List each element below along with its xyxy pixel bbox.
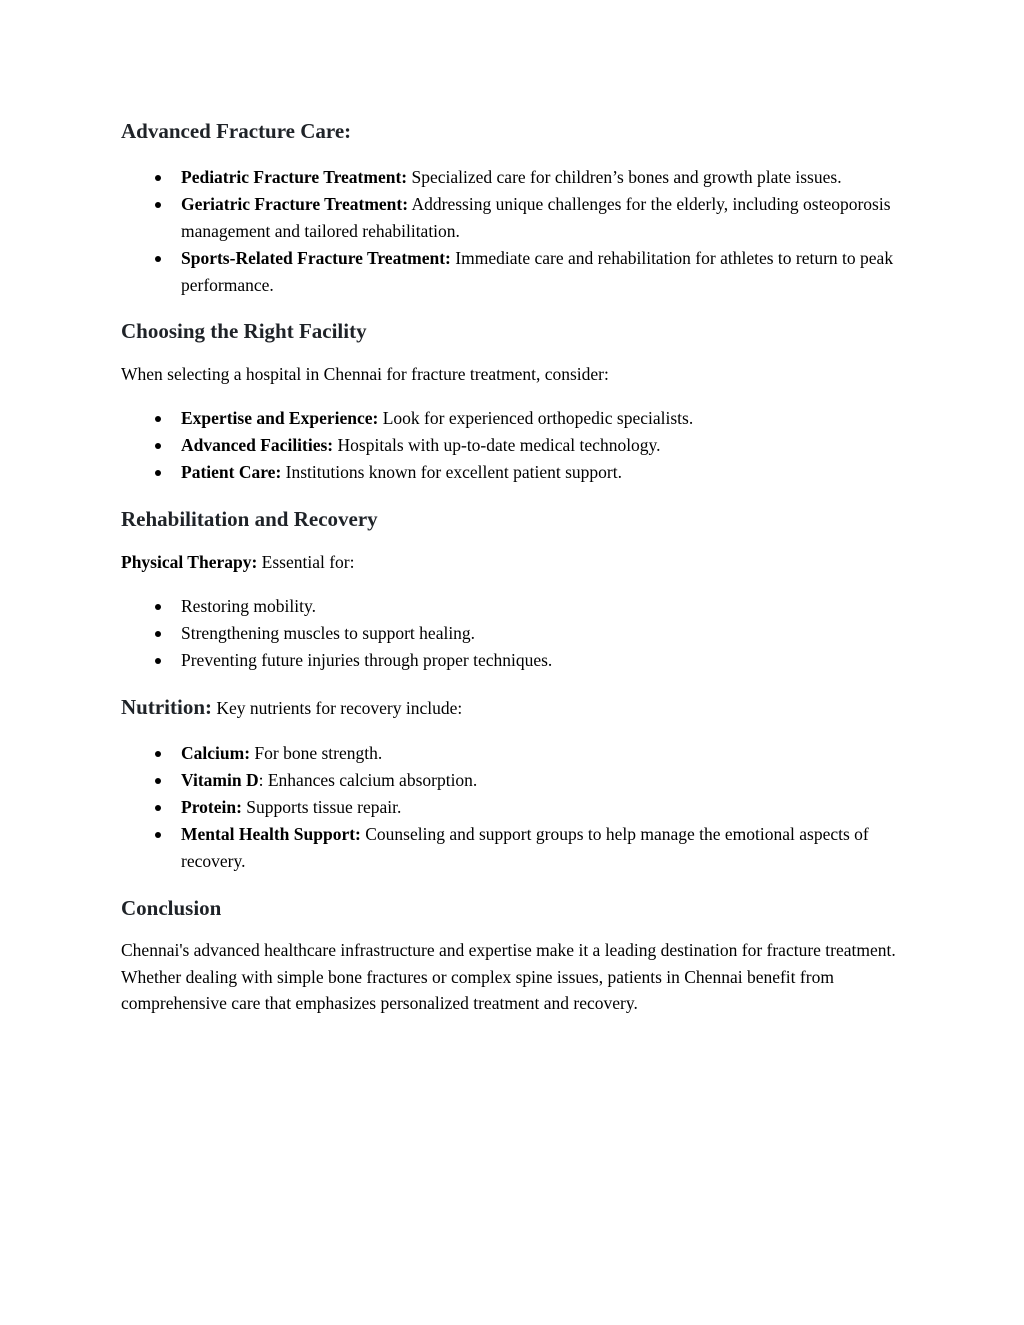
item-text: For bone strength. <box>250 743 383 763</box>
nutrition-line <box>121 692 901 723</box>
physical-therapy-term: Physical Therapy: <box>121 552 258 572</box>
item-term: Protein: <box>181 797 242 817</box>
list-item <box>121 432 901 459</box>
item-term: Mental Health Support: <box>181 824 361 844</box>
item-text: : Enhances calcium absorption. <box>258 770 478 790</box>
item-text: Addressing unique challenges for the elderly, including osteoporosis management and tailored rehabilitation. <box>181 194 891 241</box>
nutrition-text: Key nutrients for recovery include: <box>212 698 463 718</box>
list-item <box>121 245 901 299</box>
item-text: Look for experienced orthopedic specialists. <box>378 408 694 428</box>
facility-intro: When selecting a hospital in Chennai for fracture treatment, consider: <box>121 364 609 384</box>
conclusion-paragraph: Chennai's advanced healthcare infrastructure and expertise make it a leading destination for fracture treatment. Whether dealing with simple bone fractures or complex spine issues, patients in Chennai benefit from comprehensive care that emphasizes personalized treatment and recovery. <box>121 940 896 1013</box>
item-text: Counseling and support groups to help manage the emotional aspects of recovery. <box>181 824 869 871</box>
item-term: Patient Care: <box>181 462 282 482</box>
item-text: Supports tissue repair. <box>241 797 402 817</box>
physical-therapy-text: Essential for: <box>257 552 355 572</box>
list-item <box>121 767 901 794</box>
advanced-care-list <box>121 164 901 299</box>
item-text: Immediate care and rehabilitation for athletes to return to peak performance. <box>181 248 894 295</box>
physical-therapy-line <box>121 549 901 576</box>
heading-conclusion: Conclusion <box>121 896 222 920</box>
list-item <box>121 191 901 245</box>
item-term: Calcium: <box>181 743 251 763</box>
facility-list <box>121 405 901 486</box>
nutrition-list <box>121 740 901 875</box>
item-text: Specialized care for children’s bones and growth plate issues. <box>407 167 842 187</box>
heading-advanced-fracture-care: Advanced Fracture Care: <box>121 119 352 143</box>
list-item <box>121 821 901 875</box>
item-term: Vitamin D <box>181 770 259 790</box>
item-term: Geriatric Fracture Treatment: <box>181 194 409 214</box>
item-term: Expertise and Experience: <box>181 408 379 428</box>
list-item <box>121 164 901 191</box>
list-item <box>121 459 901 486</box>
item-term: Sports-Related Fracture Treatment: <box>181 248 451 268</box>
item-term: Pediatric Fracture Treatment: <box>181 167 408 187</box>
document-page <box>121 118 901 1017</box>
heading-rehabilitation: Rehabilitation and Recovery <box>121 507 378 531</box>
list-item <box>121 740 901 767</box>
list-item <box>121 794 901 821</box>
heading-choosing-facility: Choosing the Right Facility <box>121 319 367 343</box>
list-item <box>121 405 901 432</box>
item-text: Hospitals with up-to-date medical technology. <box>333 435 661 455</box>
nutrition-heading: Nutrition: <box>121 695 212 719</box>
item-text: Institutions known for excellent patient support. <box>281 462 622 482</box>
rehab-list <box>121 593 901 674</box>
list-item: Restoring mobility. <box>121 593 901 620</box>
list-item: Preventing future injuries through proper techniques. <box>121 647 901 674</box>
list-item: Strengthening muscles to support healing. <box>121 620 901 647</box>
item-term: Advanced Facilities: <box>181 435 334 455</box>
